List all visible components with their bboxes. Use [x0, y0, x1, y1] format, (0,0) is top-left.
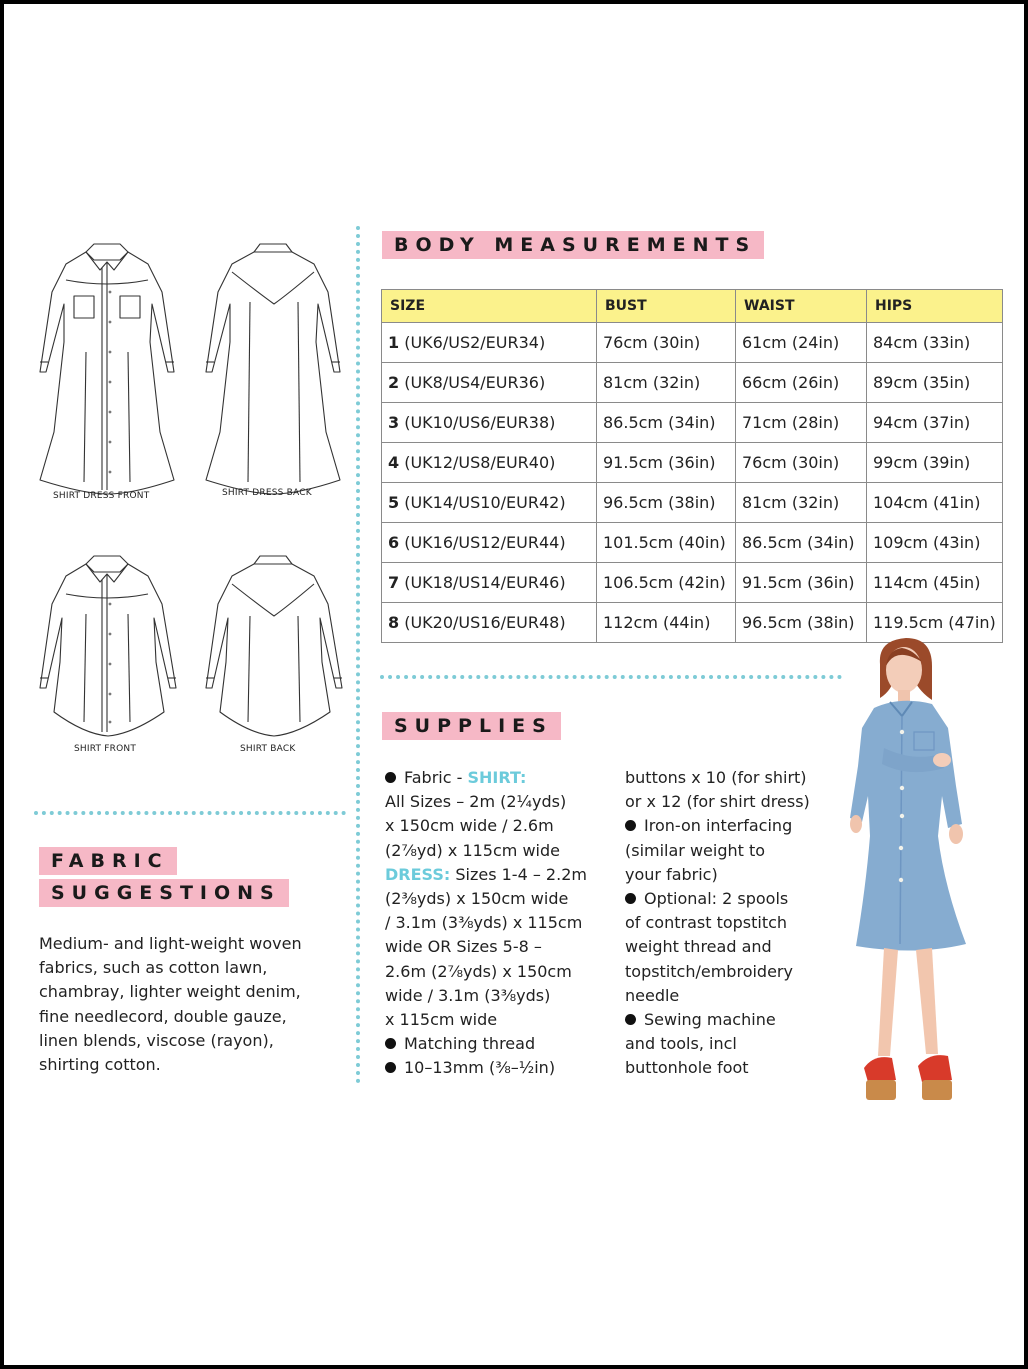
size-cell: 5 (UK14/US10/EUR42): [382, 483, 597, 523]
bust-cell: 96.5cm (38in): [597, 483, 736, 523]
hips-cell: 89cm (35in): [867, 363, 1003, 403]
header-hips: HIPS: [867, 290, 1003, 323]
waist-cell: 96.5cm (38in): [736, 603, 867, 643]
list-item: 10–13mm (⅜–½in): [385, 1056, 587, 1080]
waist-cell: 91.5cm (36in): [736, 563, 867, 603]
bullet-icon: [385, 1062, 396, 1073]
size-cell: 8 (UK20/US16/EUR48): [382, 603, 597, 643]
caption-shirt-front: SHIRT FRONT: [74, 744, 137, 754]
table-row: [382, 323, 1003, 363]
bust-cell: 106.5cm (42in): [597, 563, 736, 603]
header-waist: WAIST: [736, 290, 867, 323]
table-row: [382, 523, 1003, 563]
hips-cell: 94cm (37in): [867, 403, 1003, 443]
shirt-dress-back-sketch: [206, 244, 340, 494]
list-item: Sewing machine: [625, 1008, 810, 1032]
size-cell: 6 (UK16/US12/EUR44): [382, 523, 597, 563]
waist-cell: 71cm (28in): [736, 403, 867, 443]
bust-cell: 112cm (44in): [597, 603, 736, 643]
table-row: [382, 403, 1003, 443]
model-photo: [844, 636, 974, 1111]
size-cell: 3 (UK10/US6/EUR38): [382, 403, 597, 443]
supplies-column-2: buttons x 10 (for shirt) or x 12 (for shirt dress) Iron-on interfacing (similar weight to your fabric) Optional: 2 spools of contrast topstitch weight thread and topstitch/embroidery needle Sewing machine and tools, incl buttonhole foot: [625, 768, 810, 1078]
bust-cell: 86.5cm (34in): [597, 403, 736, 443]
hips-cell: 84cm (33in): [867, 323, 1003, 363]
shirt-back-sketch: [206, 556, 342, 736]
fabric-heading: FABRIC: [39, 847, 177, 875]
waist-cell: 61cm (24in): [736, 323, 867, 363]
right-divider: [380, 675, 842, 679]
list-item: Optional: 2 spools: [625, 887, 810, 911]
supplies-heading: SUPPLIES: [382, 712, 561, 740]
left-divider: [34, 811, 346, 815]
bust-cell: 101.5cm (40in): [597, 523, 736, 563]
table-row: [382, 563, 1003, 603]
list-item: Matching thread: [385, 1032, 587, 1056]
measurements-table: [381, 289, 1003, 643]
header-bust: BUST: [597, 290, 736, 323]
size-cell: 1 (UK6/US2/EUR34): [382, 323, 597, 363]
supplies-column-1: Fabric - SHIRT: All Sizes – 2m (2¼yds) x 150cm wide / 2.6m (2⅞yd) x 115cm wide DRESS: Sizes 1-4 – 2.2m (2⅜yds) x 150cm wide / 3.1m (3⅜yds) x 115cm wide OR Sizes 5-8 – 2.6m (2⅞yds) x 150cm wide / 3.1m (3⅜yds) x 115cm wide Matching thread 10–13mm (⅜–½in): [385, 766, 587, 1081]
bullet-icon: [385, 1038, 396, 1049]
fabric-suggestions-text: Medium- and light-weight woven fabrics, such as cotton lawn, chambray, lighter weight denim, fine needlecord, double gauze, linen blends, viscose (rayon), shirting cotton.: [39, 934, 302, 1075]
waist-cell: 66cm (26in): [736, 363, 867, 403]
bullet-icon: [625, 893, 636, 904]
bust-cell: 76cm (30in): [597, 323, 736, 363]
bullet-icon: [385, 772, 396, 783]
hips-cell: 119.5cm (47in): [867, 603, 1003, 643]
hips-cell: 104cm (41in): [867, 483, 1003, 523]
hips-cell: 114cm (45in): [867, 563, 1003, 603]
page: [4, 4, 1024, 1365]
table-row: [382, 483, 1003, 523]
bullet-icon: [625, 1014, 636, 1025]
caption-shirt-back: SHIRT BACK: [240, 744, 296, 754]
hips-cell: 99cm (39in): [867, 443, 1003, 483]
bust-cell: 91.5cm (36in): [597, 443, 736, 483]
suggestions-heading: SUGGESTIONS: [39, 879, 289, 907]
table-header-row: [382, 290, 1003, 323]
bullet-icon: [625, 820, 636, 831]
size-cell: 4 (UK12/US8/EUR40): [382, 443, 597, 483]
caption-shirt-dress-front: SHIRT DRESS FRONT: [53, 491, 150, 501]
size-cell: 7 (UK18/US14/EUR46): [382, 563, 597, 603]
waist-cell: 76cm (30in): [736, 443, 867, 483]
list-item: Fabric - SHIRT:: [385, 766, 587, 790]
size-cell: 2 (UK8/US4/EUR36): [382, 363, 597, 403]
table-row: [382, 443, 1003, 483]
header-size: SIZE: [382, 290, 597, 323]
body-measurements-heading: BODY MEASUREMENTS: [382, 231, 764, 259]
shirt-dress-front-sketch: [40, 244, 174, 494]
list-item: Iron-on interfacing: [625, 814, 810, 838]
vertical-divider: [356, 226, 360, 1084]
bust-cell: 81cm (32in): [597, 363, 736, 403]
table-row: [382, 363, 1003, 403]
waist-cell: 86.5cm (34in): [736, 523, 867, 563]
waist-cell: 81cm (32in): [736, 483, 867, 523]
caption-shirt-dress-back: SHIRT DRESS BACK: [222, 488, 312, 498]
hips-cell: 109cm (43in): [867, 523, 1003, 563]
shirt-front-sketch: [40, 556, 176, 736]
